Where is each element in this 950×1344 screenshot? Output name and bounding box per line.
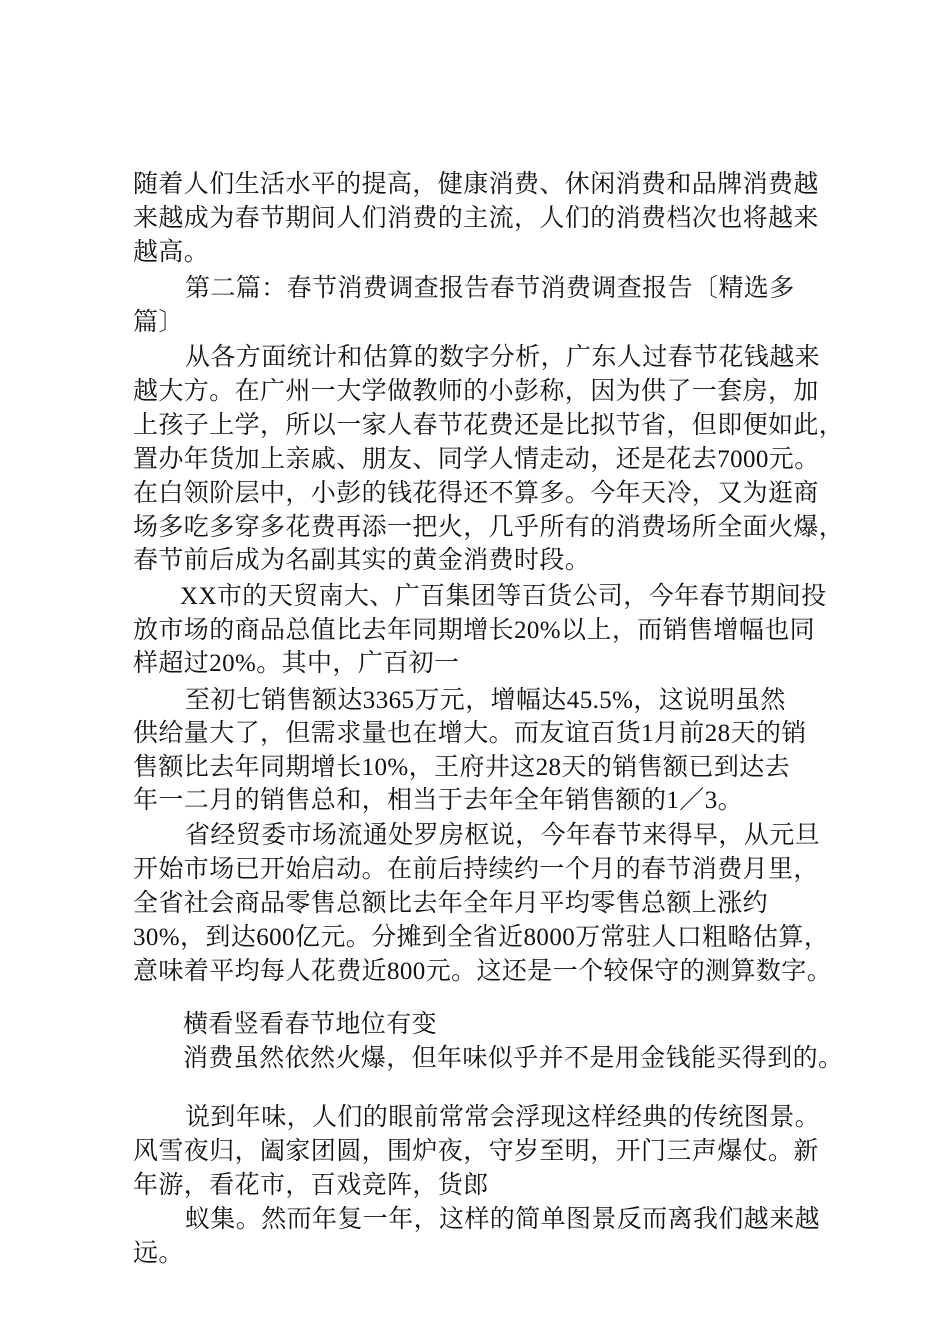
- text-line: 篇〕: [133, 309, 184, 336]
- text-line: 蚁集。然而年复一年，这样的简单图景反而离我们越来越: [185, 1206, 821, 1233]
- section-heading: 第二篇：春节消费调查报告春节消费调查报告〔精选多: [185, 275, 795, 302]
- text-line: 在白领阶层中，小彭的钱花得还不算多。今年天冷，又为逛商: [133, 480, 819, 507]
- text-line: 随着人们生活水平的提高，健康消费、休闲消费和品牌消费越: [133, 171, 819, 198]
- text-line: 省经贸委市场流通处罗房枢说，今年春节来得早，从元旦: [185, 822, 821, 849]
- text-line: 年一二月的销售总和，相当于去年全年销售额的1／3。: [133, 787, 744, 814]
- text-line: 开始市场已开始启动。在前后持续约一个月的春节消费月里，: [133, 856, 819, 883]
- text-line: 来越成为春节期间人们消费的主流，人们的消费档次也将越来: [133, 205, 819, 232]
- text-line: 30%，到达600亿元。分摊到全省近8000万常驻人口粗略估算，: [133, 924, 830, 951]
- section-heading: 横看竖看春节地位有变: [183, 1011, 438, 1038]
- text-line: 说到年味，人们的眼前常常会浮现这样经典的传统图景。: [185, 1104, 821, 1131]
- text-line: 从各方面统计和估算的数字分析，广东人过春节花钱越来: [185, 344, 821, 371]
- text-line: 场多吃多穿多花费再添一把火，几乎所有的消费场所全面火爆，: [133, 514, 845, 541]
- text-line: 放市场的商品总值比去年同期增长20%以上，而销售增幅也同: [133, 617, 816, 644]
- text-line: 售额比去年同期增长10%，王府井这28天的销售额已到达去: [133, 754, 791, 781]
- text-line: 上孩子上学，所以一家人春节花费还是比拟节省，但即便如此，: [133, 412, 845, 439]
- text-line: 越高。: [133, 239, 210, 266]
- text-line: XX市的天贸南大、广百集团等百货公司，今年春节期间投: [180, 583, 827, 610]
- text-line: 至初七销售额达3365万元，增幅达45.5%，这说明虽然: [185, 687, 786, 714]
- text-line: 越大方。在广州一大学做教师的小彭称，因为供了一套房，加: [133, 378, 819, 405]
- text-line: 置办年货加上亲戚、朋友、同学人情走动，还是花去7000元。: [133, 446, 820, 473]
- text-line: 全省社会商品零售总额比去年全年月平均零售总额上涨约: [133, 890, 769, 917]
- text-line: 远。: [133, 1240, 184, 1267]
- text-line: 供给量大了，但需求量也在增大。而友谊百货1月前28天的销: [133, 720, 807, 747]
- text-line: 春节前后成为名副其实的黄金消费时段。: [133, 547, 591, 574]
- text-line: 意味着平均每人花费近800元。这还是一个较保守的测算数字。: [133, 958, 833, 985]
- text-line: 消费虽然依然火爆，但年味似乎并不是用金钱能买得到的。: [183, 1045, 844, 1072]
- text-line: 风雪夜归，阖家团圆，围炉夜，守岁至明，开门三声爆仗。新: [133, 1138, 819, 1165]
- text-line: 年游，看花市，百戏竞阵，货郎: [133, 1172, 489, 1199]
- text-line: 样超过20%。其中，广百初一: [133, 650, 460, 677]
